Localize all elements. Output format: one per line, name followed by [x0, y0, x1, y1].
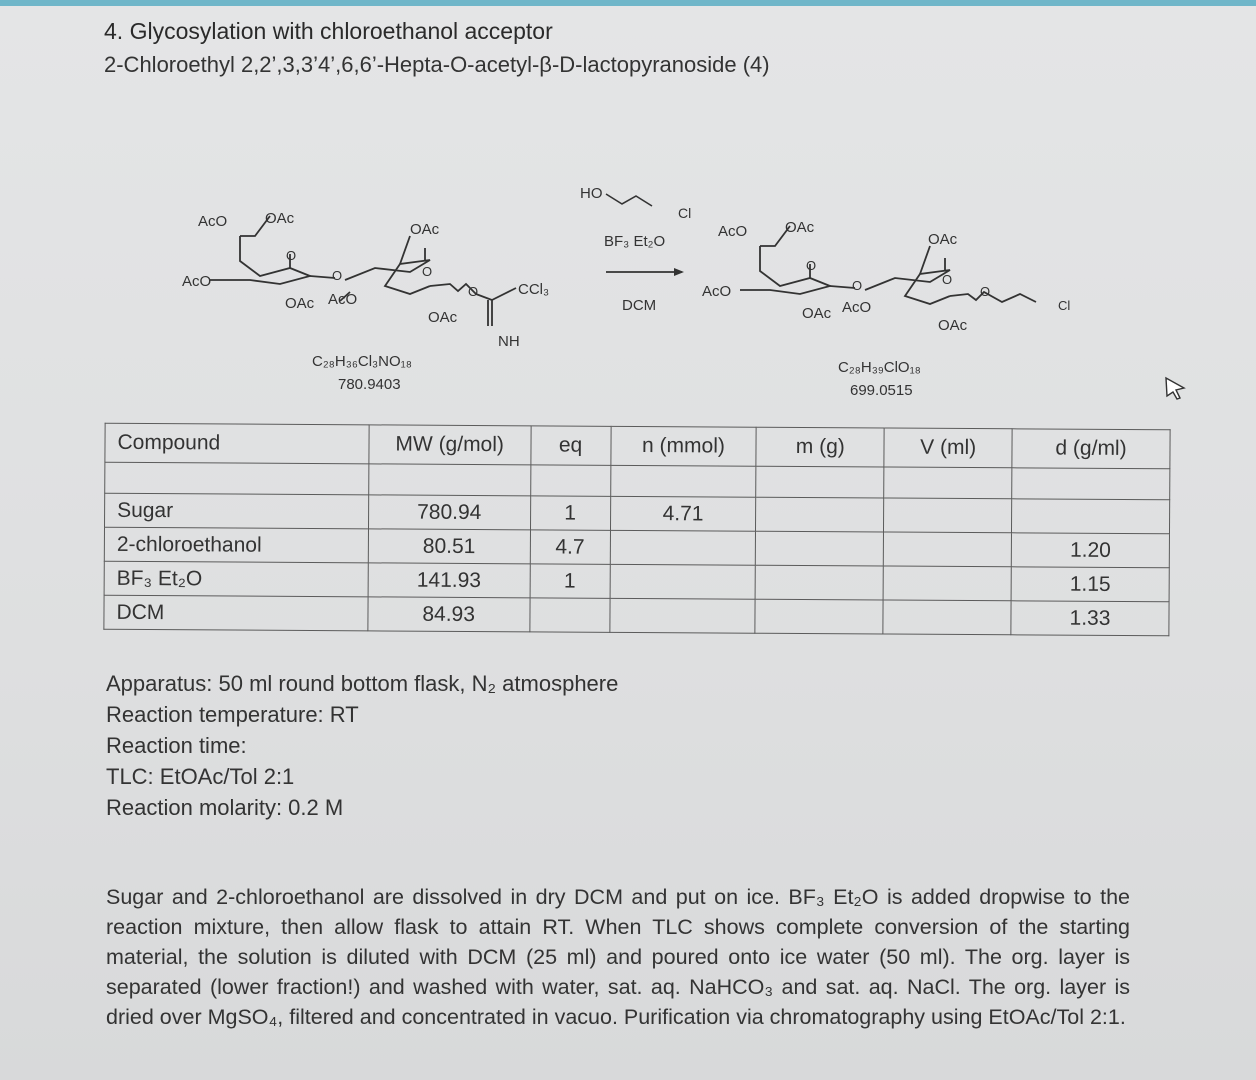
column-header-m: m (g)	[756, 427, 884, 467]
svg-text:O: O	[422, 264, 433, 279]
cell-eq: 1	[530, 564, 610, 598]
column-header-eq: eq	[531, 426, 611, 465]
reactant-aco-top: AcO	[198, 213, 228, 230]
cell-v	[884, 498, 1012, 533]
catalyst-label: BF₃ Et₂O	[604, 233, 666, 250]
table-header-row	[105, 423, 1170, 469]
cell-m	[755, 599, 883, 634]
column-header-v: V (ml)	[884, 428, 1012, 468]
reactant-oac-top2: OAc	[410, 221, 440, 238]
product-aco-left: AcO	[702, 283, 732, 300]
reaction-notes	[106, 668, 618, 823]
reactant-oac-bottom: OAc	[428, 309, 458, 326]
cell-n	[610, 530, 756, 565]
reactant-aco-left: AcO	[182, 273, 212, 290]
svg-text:O: O	[980, 284, 991, 299]
cell-mw: 80.51	[368, 529, 530, 564]
product-oac-bottom: OAc	[938, 317, 968, 334]
reactant-mw: 780.9403	[338, 376, 401, 393]
page-title: 4. Glycosylation with chloroethanol acceptor	[104, 18, 553, 44]
cell-mw: 84.93	[368, 597, 530, 632]
compound-name: 2-Chloroethyl 2,2’,3,3’4’,6,6’-Hepta-O-acetyl-β-D-lactopyranoside (4)	[104, 52, 770, 77]
cell-d: 1.15	[1011, 567, 1169, 602]
reactant-formula: C₂₈H₃₆Cl₃NO₁₈	[312, 353, 412, 370]
product-formula: C₂₈H₃₉ClO₁₈	[838, 359, 921, 376]
reagent-table	[103, 423, 1170, 637]
table-row	[104, 595, 1169, 636]
apparatus-line: Apparatus: 50 ml round bottom flask, N₂ atmosphere	[106, 671, 619, 696]
tlc-line: TLC: EtOAc/Tol 2:1	[106, 764, 295, 789]
reagent-cl: Cl	[678, 205, 692, 221]
cell-n	[610, 564, 756, 599]
cell-compound: Sugar	[105, 493, 369, 529]
cell-d	[1012, 499, 1170, 534]
mouse-pointer-icon	[1164, 376, 1188, 402]
reactant-aco-ring2: AcO	[328, 291, 358, 308]
reactant-structure	[210, 216, 516, 326]
molarity-line: Reaction molarity: 0.2 M	[106, 795, 344, 820]
column-header-mw: MW (g/mol)	[369, 425, 531, 465]
reaction-scheme	[160, 176, 1120, 406]
cell-compound: DCM	[104, 595, 368, 631]
cell-mw: 780.94	[368, 495, 530, 530]
cell-v	[883, 600, 1011, 635]
cell-d: 1.33	[1011, 601, 1169, 636]
svg-text:O: O	[852, 278, 863, 293]
column-header-n: n (mmol)	[610, 426, 756, 466]
solvent-label: DCM	[622, 297, 657, 314]
reactant-oac-top: OAc	[265, 210, 295, 227]
product-aco-ring2: AcO	[842, 299, 872, 316]
product-aco-top: AcO	[718, 223, 748, 240]
cell-compound: 2-chloroethanol	[104, 527, 368, 563]
cell-n	[609, 598, 755, 633]
reaction-arrow-group	[580, 185, 691, 314]
column-header-compound: Compound	[105, 423, 369, 464]
cell-compound: BF₃ Et₂O	[104, 561, 368, 597]
document-page	[0, 6, 1256, 1080]
cell-v	[884, 532, 1012, 567]
svg-text:O: O	[806, 258, 817, 273]
reagent-ho: HO	[580, 185, 603, 202]
cell-d: 1.20	[1011, 533, 1169, 568]
reactant-nh: NH	[498, 333, 520, 350]
reactant-ccl3: CCl₃	[518, 281, 550, 298]
cell-eq: 1	[530, 496, 610, 530]
cell-eq	[529, 598, 609, 632]
svg-text:O: O	[468, 284, 479, 299]
cell-m	[755, 565, 883, 600]
procedure-paragraph: Sugar and 2-chloroethanol are dissolved in dry DCM and put on ice. BF₃ Et₂O is added dropwise to the reaction mixture, then allow flask to attain RT. When TLC shows complete conversion of the starting material, the solution is diluted with DCM (25 ml) and poured onto ice water (50 ml). The org. layer is separated (lower fraction!) and washed with water, sat. aq. NaHCO₃ and sat. aq. NaCl. The org. layer is dried over MgSO₄, filtered and concentrated in vacuo. Purification via chromatography using EtOAc/Tol 2:1.	[106, 885, 1130, 1029]
cell-n: 4.71	[610, 496, 756, 531]
column-header-d: d (g/ml)	[1012, 429, 1170, 469]
svg-text:O: O	[286, 248, 297, 263]
cell-v	[883, 566, 1011, 601]
product-mw: 699.0515	[850, 382, 913, 399]
svg-text:O: O	[942, 272, 953, 287]
product-cl: Cl	[1058, 298, 1071, 313]
product-oac-top: OAc	[785, 219, 815, 236]
cell-m	[756, 497, 884, 532]
svg-text:O: O	[332, 268, 343, 283]
product-oac-top2: OAc	[928, 231, 958, 248]
product-structure	[740, 226, 1036, 304]
product-oac-ring1: OAc	[802, 305, 832, 322]
cell-mw: 141.93	[368, 563, 530, 598]
cell-m	[756, 531, 884, 566]
cell-eq: 4.7	[530, 530, 610, 564]
temperature-line: Reaction temperature: RT	[106, 702, 359, 727]
reactant-oac-ring1: OAc	[285, 295, 315, 312]
time-line: Reaction time:	[106, 733, 247, 758]
